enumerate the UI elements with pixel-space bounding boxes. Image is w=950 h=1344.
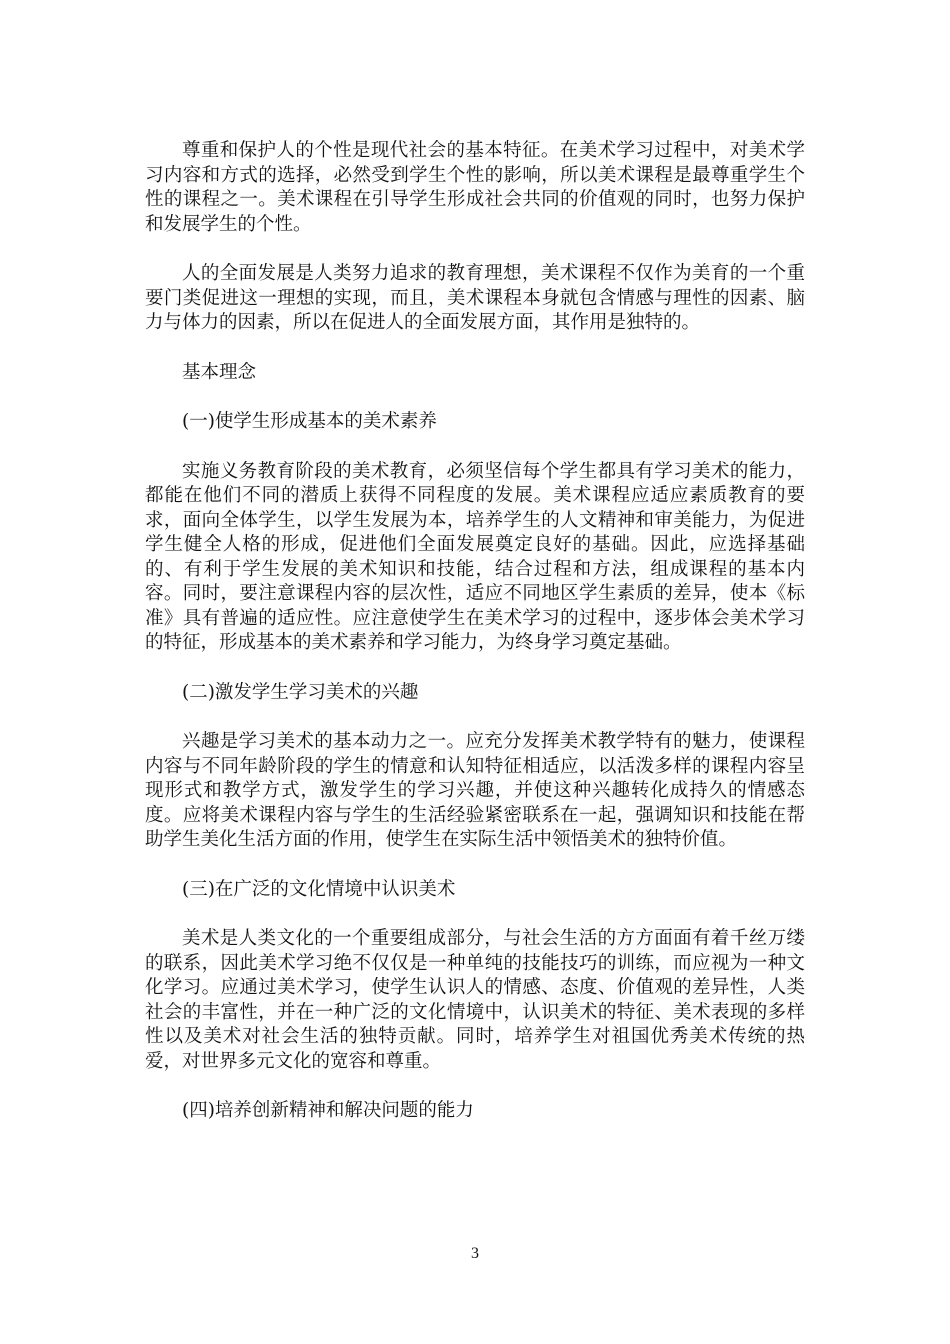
section-heading-basic-concepts: 基本理念 [182, 361, 257, 383]
paragraph-art-literacy: 实施义务教育阶段的美术教育，必须坚信每个学生都具有学习美术的能力，都能在他们不同的潜质上获得不同程度的发展。美术课程应适应素质教育的要求，面向全体学生，以学生发展为本，培养学生的人文精神和审美能力，为促进学生健全人格的形成，促进他们全面发展奠定良好的基础。因此，应选择基础的、有利于学生发展的美术知识和技能，结合过程和方法，组成课程的基本内容。同时，要注意课程内容的层次性，适应不同地区学生素质的差异，使本《标准》具有普遍的适应性。应注意使学生在美术学习的过程中，逐步体会美术学习的特征，形成基本的美术素养和学习能力，为终身学习奠定基础。 [145, 460, 805, 653]
page-number: 3 [471, 1245, 479, 1262]
subheading-1: (一)使学生形成基本的美术素养 [182, 411, 437, 432]
paragraph-gap [145, 902, 805, 927]
paragraph-gap [145, 1074, 805, 1099]
paragraph-interest: 兴趣是学习美术的基本动力之一。应充分发挥美术教学特有的魅力，使课程内容与不同年龄阶段的学生的情意和认知特征相适应，以活泼多样的课程内容呈现形式和教学方式，激发学生的学习兴趣，并使这种兴趣转化成持久的情感态度。应将美术课程内容与学生的生活经验紧密联系在一起，强调知识和技能在帮助学生美化生活方面的作用，使学生在实际生活中领悟美术的独特价值。 [145, 731, 805, 850]
paragraph-gap [145, 656, 805, 681]
paragraph-gap [145, 385, 805, 410]
subheading-4: (四)培养创新精神和解决问题的能力 [182, 1100, 474, 1121]
subheading-3: (三)在广泛的文化情境中认识美术 [182, 878, 456, 900]
paragraph-individuality: 尊重和保护人的个性是现代社会的基本特征。在美术学习过程中，对美术学习内容和方式的选择，必然受到学生个性的影响，所以美术课程是最尊重学生个性的课程之一。美术课程在引导学生形成社会共同的价值观的同时，也努力保护和发展学生的个性。 [145, 140, 805, 235]
paragraph-cultural-context: 美术是人类文化的一个重要组成部分，与社会生活的方方面面有着千丝万缕的联系，因此美术学习绝不仅仅是一种单纯的技能技巧的训练，而应视为一种文化学习。应通过美术学习，使学生认识人的情感、态度、价值观的差异性，人类社会的丰富性，并在一种广泛的文化情境中，认识美术的特征、美术表现的多样性以及美术对社会生活的独特贡献。同时，培养学生对祖国优秀美术传统的热爱，对世界多元文化的宽容和尊重。 [145, 928, 805, 1072]
paragraph-gap [145, 336, 805, 361]
subheading-2: (二)激发学生学习美术的兴趣 [182, 681, 419, 703]
paragraph-all-round-development: 人的全面发展是人类努力追求的教育理想，美术课程不仅作为美育的一个重要门类促进这一理想的实现，而且，美术课程本身就包含情感与理性的因素、脑力与体力的因素，所以在促进人的全面发展方面，其作用是独特的。 [145, 263, 805, 333]
paragraph-gap [145, 435, 805, 460]
document-body [145, 139, 805, 1124]
paragraph-gap [145, 705, 805, 730]
paragraph-gap [145, 237, 805, 262]
paragraph-gap [145, 853, 805, 878]
